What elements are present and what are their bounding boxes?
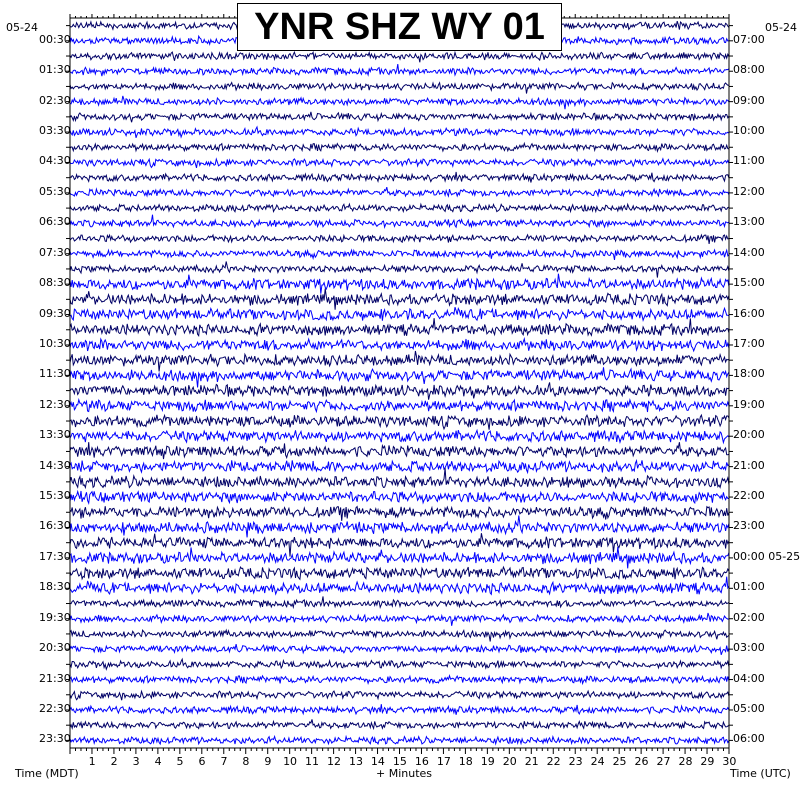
y-tick-label-right: 05:00 [733, 701, 765, 715]
trace-line [70, 577, 729, 595]
y-tick-label-left: 22:30 [39, 701, 71, 715]
trace-line [70, 659, 729, 669]
trace-line [70, 172, 729, 183]
trace-line [70, 159, 729, 168]
x-tick-label: 6 [198, 755, 206, 768]
y-tick-label-right: 19:00 [733, 397, 765, 411]
trace-line [70, 112, 729, 122]
x-label-center: + Minutes [376, 767, 433, 780]
trace-line [70, 644, 729, 655]
y-tick-label-right: 15:00 [733, 276, 765, 290]
trace-line [70, 289, 729, 310]
x-tick-label: 26 [634, 755, 649, 768]
plot-frame [70, 18, 729, 748]
y-tick-label-right: 03:00 [733, 641, 765, 655]
trace-line [70, 506, 729, 521]
trace-line [70, 339, 729, 351]
y-tick-label-right: 16:00 [733, 306, 765, 320]
trace-line [70, 204, 729, 212]
x-tick-label: 17 [436, 755, 451, 768]
trace-line [70, 96, 729, 109]
x-tick-label: 9 [264, 755, 272, 768]
y-tick-label-left: 09:30 [39, 306, 71, 320]
y-tick-label-left: 17:30 [39, 549, 71, 563]
trace-line [70, 430, 729, 442]
x-tick-label: 20 [502, 755, 517, 768]
trace-line [70, 262, 729, 278]
trace-line [70, 737, 729, 745]
y-tick-label-left: 10:30 [39, 336, 71, 350]
right-date-label: 05-24 [765, 21, 797, 34]
x-tick-label: 4 [154, 755, 162, 768]
trace-line [70, 415, 729, 430]
x-tick-label: 29 [700, 755, 715, 768]
y-tick-label-left: 16:30 [39, 519, 71, 533]
left-date-label: 05-24 [6, 21, 38, 34]
x-tick-label: 22 [546, 755, 561, 768]
y-tick-label-right: 20:00 [733, 428, 765, 442]
y-tick-label-right: 06:00 [733, 732, 765, 746]
y-tick-label-left: 06:30 [39, 215, 71, 229]
trace-line [70, 215, 729, 227]
trace-line [70, 516, 729, 538]
trace-line [70, 307, 729, 321]
x-tick-label: 12 [327, 755, 341, 768]
y-tick-label-right: 17:00 [733, 336, 765, 350]
trace-line [70, 382, 729, 399]
trace-line [70, 491, 729, 503]
x-tick-label: 5 [176, 755, 184, 768]
x-tick-label: 30 [722, 755, 737, 768]
x-tick-label: 23 [568, 755, 583, 768]
trace-line [70, 400, 729, 412]
y-tick-label-left: 19:30 [39, 610, 71, 624]
y-tick-label-left: 04:30 [39, 154, 71, 168]
trace-line [70, 367, 729, 387]
y-tick-label-right: 18:00 [733, 367, 765, 381]
trace-line [70, 533, 729, 556]
y-tick-label-right: 12:00 [733, 184, 765, 198]
x-tick-label: 15 [392, 755, 407, 768]
x-tick-label: 8 [242, 755, 250, 768]
y-tick-label-right: 00:00 05-25 [733, 549, 800, 563]
x-tick-label: 28 [678, 755, 693, 768]
x-tick-label: 7 [220, 755, 228, 768]
y-tick-label-left: 14:30 [39, 458, 71, 472]
y-tick-label-left: 07:30 [39, 245, 71, 259]
y-tick-label-left: 00:30 [39, 32, 71, 46]
x-tick-label: 16 [414, 755, 429, 768]
y-tick-label-left: 13:30 [39, 428, 71, 442]
trace-line [70, 318, 729, 336]
trace-line [70, 235, 729, 244]
x-tick-label: 21 [524, 755, 539, 768]
trace-line [70, 64, 729, 76]
trace-line [70, 596, 729, 607]
x-label-right: Time (UTC) [730, 767, 791, 780]
y-tick-label-right: 22:00 [733, 489, 765, 503]
y-tick-label-left: 20:30 [39, 641, 71, 655]
y-tick-label-right: 08:00 [733, 63, 765, 77]
trace-line [70, 351, 729, 372]
y-tick-label-right: 23:00 [733, 519, 765, 533]
trace-line [70, 704, 729, 715]
y-tick-label-left: 01:30 [39, 63, 71, 77]
y-tick-label-left: 21:30 [39, 671, 71, 685]
trace-line [70, 719, 729, 728]
trace-line [70, 250, 729, 260]
axis-ticks [66, 14, 733, 754]
trace-line [70, 567, 729, 579]
chart-title: YNR SHZ WY 01 [237, 3, 562, 51]
x-tick-label: 10 [283, 755, 298, 768]
y-tick-label-right: 14:00 [733, 245, 765, 259]
trace-line [70, 630, 729, 641]
y-tick-label-left: 23:30 [39, 732, 71, 746]
trace-line [70, 83, 729, 94]
trace-line [70, 143, 729, 151]
trace-line [70, 460, 729, 472]
trace-line [70, 187, 729, 196]
trace-line [70, 676, 729, 684]
trace-line [70, 442, 729, 459]
y-tick-label-right: 04:00 [733, 671, 765, 685]
trace-line [70, 52, 729, 62]
x-tick-label: 3 [132, 755, 140, 768]
y-tick-label-right: 01:00 [733, 580, 765, 594]
y-tick-label-left: 12:30 [39, 397, 71, 411]
trace-line [70, 468, 729, 488]
y-tick-label-right: 10:00 [733, 124, 765, 138]
x-tick-label: 13 [348, 755, 363, 768]
x-tick-label: 2 [110, 755, 118, 768]
x-tick-label: 18 [458, 755, 473, 768]
x-label-left: Time (MDT) [15, 767, 79, 780]
y-tick-label-left: 03:30 [39, 124, 71, 138]
x-tick-label: 14 [370, 755, 385, 768]
x-tick-label: 25 [612, 755, 627, 768]
x-tick-label: 11 [305, 755, 320, 768]
y-tick-label-left: 15:30 [39, 489, 71, 503]
y-tick-label-left: 05:30 [39, 184, 71, 198]
y-tick-label-left: 11:30 [39, 367, 71, 381]
x-tick-label: 24 [590, 755, 605, 768]
trace-line [70, 274, 729, 294]
y-tick-label-right: 13:00 [733, 215, 765, 229]
y-tick-label-right: 09:00 [733, 93, 765, 107]
y-tick-label-right: 21:00 [733, 458, 765, 472]
trace-line [70, 691, 729, 700]
trace-line [70, 127, 729, 138]
x-tick-label: 19 [480, 755, 495, 768]
trace-line [70, 613, 729, 626]
trace-line [70, 547, 729, 568]
y-tick-label-left: 18:30 [39, 580, 71, 594]
y-tick-label-left: 08:30 [39, 276, 71, 290]
x-tick-label: 27 [656, 755, 671, 768]
y-tick-label-right: 02:00 [733, 610, 765, 624]
seismic-traces [70, 21, 729, 744]
y-tick-label-right: 07:00 [733, 32, 765, 46]
y-tick-label-left: 02:30 [39, 93, 71, 107]
x-tick-label: 1 [88, 755, 96, 768]
y-tick-label-right: 11:00 [733, 154, 765, 168]
